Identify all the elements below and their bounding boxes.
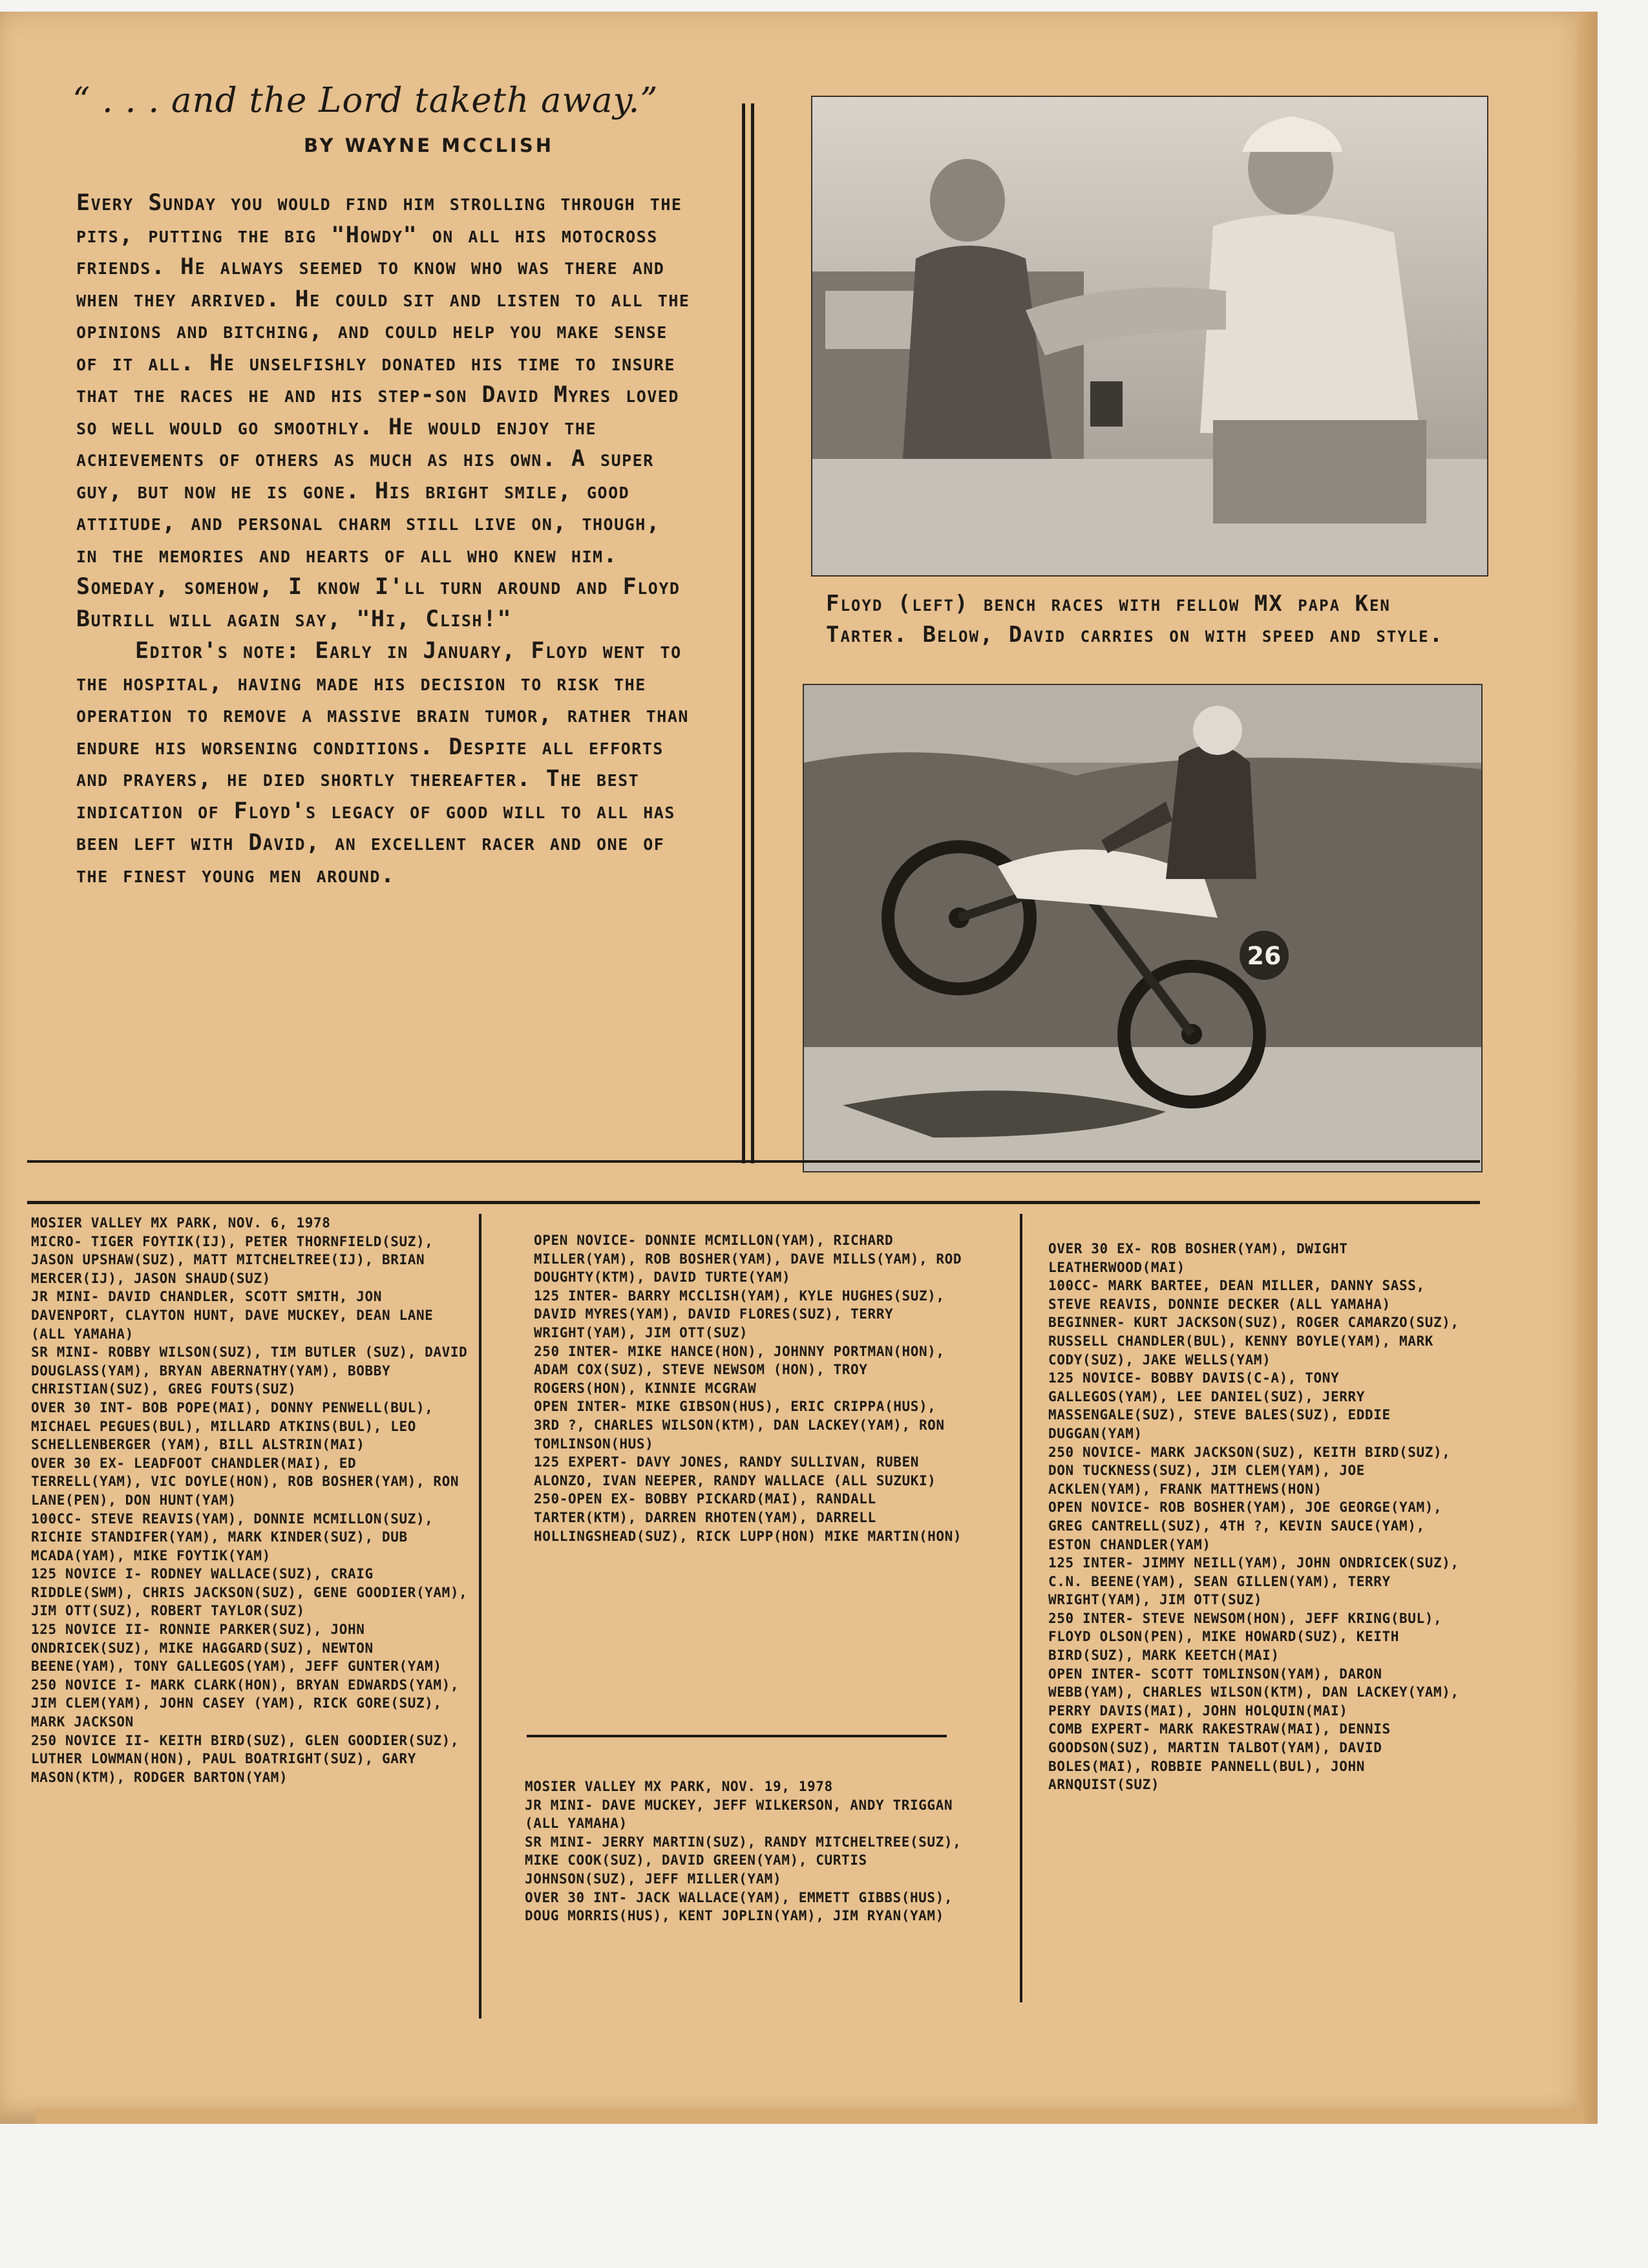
results-entry: OVER 30 EX- ROB BOSHER(YAM), DWIGHT LEATHERWOOD(MAI) — [1048, 1241, 1348, 1275]
results-entry: MOSIER VALLEY MX PARK, NOV. 6, 1978 — [31, 1215, 331, 1231]
article-paragraph-1: Every Sunday you would find him strolling through the pits, putting the big "Howdy" on all his motocross friends. He always seemed to know who was there and when they arrived. He could sit and listen to all the opinions and bitching, and could help you make sense of it all. He unselfishly donated his time to insure that the races he and his step-son David Myres loved so well would go smoothly. He would enjoy the achievements of others as much as his own. A super guy, but now he is gone. His bright smile, good attitude, and personal charm still live on, though, in the memories and hearts of all who knew him. Someday, somehow, I know I'll turn around and Floyd Butrill will again say, "Hi, Clish!" — [76, 190, 690, 632]
results-entry: 250 NOVICE- MARK JACKSON(SUZ), KEITH BIRD(SUZ), DON TUCKNESS(SUZ), JIM CLEM(YAM), JOE ACKLEN(YAM), FRANK MATTHEWS(HON) — [1048, 1444, 1451, 1497]
results-divider-2 — [1020, 1214, 1022, 2002]
results-entry: JR MINI- DAVE MUCKEY, JEFF WILKERSON, ANDY TRIGGAN (ALL YAMAHA) — [525, 1797, 953, 1832]
results-entry: OVER 30 INT- JACK WALLACE(YAM), EMMETT GIBBS(HUS), DOUG MORRIS(HUS), KENT JOPLIN(YAM), JIM RYAN(YAM) — [525, 1889, 953, 1924]
results-entry: OPEN NOVICE- ROB BOSHER(YAM), JOE GEORGE(YAM), GREG CANTRELL(SUZ), 4TH ?, KEVIN SAUCE(YAM), ESTON CHANDLER(YAM) — [1048, 1500, 1442, 1553]
results-entry: 100CC- MARK BARTEE, DEAN MILLER, DANNY SASS, STEVE REAVIS, DONNIE DECKER (ALL YAMAHA) — [1048, 1278, 1425, 1312]
results-entry: BEGINNER- KURT JACKSON(SUZ), ROGER CAMARZO(SUZ), RUSSELL CHANDLER(BUL), KENNY BOYLE(YAM), MARK CODY(SUZ), JAKE WELLS(YAM) — [1048, 1315, 1459, 1368]
bike-number-plate: 26 — [1247, 942, 1282, 970]
results-entry: 250 INTER- STEVE NEWSOM(HON), JEFF KRING(BUL), FLOYD OLSON(PEN), MIKE HOWARD(SUZ), KEITH BIRD(SUZ), MARK KEETCH(MAI) — [1048, 1610, 1442, 1664]
results-entry: OPEN INTER- MIKE GIBSON(HUS), ERIC CRIPPA(HUS), 3RD ?, CHARLES WILSON(KTM), DAN LACKEY(YAM), RON TOMLINSON(HUS) — [534, 1399, 945, 1452]
scanner-bed — [0, 2124, 1648, 2268]
photo-caption: Floyd (left) bench races with fellow MX papa Ken Tarter. Below, David carries on with speed and style. — [826, 591, 1444, 648]
results-entry: 100CC- STEVE REAVIS(YAM), DONNIE MCMILLON(SUZ), RICHIE STANDIFER(YAM), MARK KINDER(SUZ), DUB MCADA(YAM), MIKE FOYTIK(YAM) — [31, 1510, 434, 1563]
results-entry: OVER 30 EX- LEADFOOT CHANDLER(MAI), ED TERRELL(YAM), VIC DOYLE(HON), ROB BOSHER(YAM), RON LANE(PEN), DON HUNT(YAM) — [31, 1455, 460, 1508]
results-entry: COMB EXPERT- MARK RAKESTRAW(MAI), DENNIS GOODSON(SUZ), MARTIN TALBOT(YAM), DAVID BOLES(MAI), ROBBIE PANNELL(BUL), JOHN ARNQUIST(SUZ) — [1048, 1721, 1391, 1793]
results-column-2-second-meet — [525, 1777, 964, 1925]
page-edge — [1577, 12, 1598, 2124]
results-top-rule — [27, 1160, 1480, 1163]
article-body — [76, 187, 690, 891]
photo-motocross-jump — [803, 684, 1483, 1172]
results-entry: MOSIER VALLEY MX PARK, NOV. 19, 1978 — [525, 1779, 833, 1794]
column-rule-right — [751, 103, 754, 1163]
results-entry: OPEN NOVICE- DONNIE MCMILLON(YAM), RICHARD MILLER(YAM), ROB BOSHER(YAM), DAVE MILLS(YAM), ROD DOUGHTY(KTM), DAVID TURTE(YAM) — [534, 1233, 962, 1286]
results-column-3 — [1048, 1240, 1462, 1794]
results-section-rule — [527, 1735, 947, 1737]
results-entry: SR MINI- ROBBY WILSON(SUZ), TIM BUTLER (SUZ), DAVID DOUGLASS(YAM), BRYAN ABERNATHY(YAM), BOBBY CHRISTIAN(SUZ), GREG FOUTS(SUZ) — [31, 1344, 468, 1397]
results-entry: 250 NOVICE II- KEITH BIRD(SUZ), GLEN GOODIER(SUZ), LUTHER LOWMAN(HON), PAUL BOATRIGHT(SUZ), GARY MASON(KTM), RODGER BARTON(YAM) — [31, 1732, 460, 1785]
column-rule-left — [742, 103, 745, 1163]
photo-bench-racing — [811, 96, 1488, 577]
article-headline: “ . . . and the Lord taketh away.” — [72, 81, 659, 120]
results-entry: 250-OPEN EX- BOBBY PICKARD(MAI), RANDALL TARTER(KTM), DARREN RHOTEN(YAM), DARRELL HOLLINGSHEAD(SUZ), RICK LUPP(HON) MIKE MARTIN(HON) — [534, 1491, 962, 1544]
results-entry: 125 INTER- JIMMY NEILL(YAM), JOHN ONDRICEK(SUZ), C.N. BEENE(YAM), SEAN GILLEN(YAM), TERRY WRIGHT(YAM), JIM OTT(SUZ) — [1048, 1555, 1459, 1608]
results-column-1 — [31, 1214, 470, 1786]
results-entry: JR MINI- DAVID CHANDLER, SCOTT SMITH, JON DAVENPORT, CLAYTON HUNT, DAVE MUCKEY, DEAN LANE (ALL YAMAHA) — [31, 1289, 434, 1342]
results-entry: OVER 30 INT- BOB POPE(MAI), DONNY PENWELL(BUL), MICHAEL PEGUES(BUL), MILLARD ATKINS(BUL), LEO SCHELLENBERGER (YAM), BILL ALSTRIN(MAI) — [31, 1399, 434, 1453]
results-entry: 125 NOVICE- BOBBY DAVIS(C-A), TONY GALLEGOS(YAM), LEE DANIEL(SUZ), JERRY MASSENGALE(SUZ), STEVE BALES(SUZ), EDDIE DUGGAN(YAM) — [1048, 1370, 1391, 1441]
results-entry: OPEN INTER- SCOTT TOMLINSON(YAM), DARON WEBB(YAM), CHARLES WILSON(KTM), DAN LACKEY(YAM), PERRY DAVIS(MAI), JOHN HOLQUIN(MAI) — [1048, 1666, 1459, 1719]
results-entry: 250 NOVICE I- MARK CLARK(HON), BRYAN EDWARDS(YAM), JIM CLEM(YAM), JOHN CASEY (YAM), RICK GORE(SUZ), MARK JACKSON — [31, 1677, 460, 1730]
results-entry: 125 INTER- BARRY MCCLISH(YAM), KYLE HUGHES(SUZ), DAVID MYRES(YAM), DAVID FLORES(SUZ), TERRY WRIGHT(YAM), JIM OTT(SUZ) — [534, 1288, 945, 1341]
results-entry: SR MINI- JERRY MARTIN(SUZ), RANDY MITCHELTREE(SUZ), MIKE COOK(SUZ), DAVID GREEN(YAM), CURTIS JOHNSON(SUZ), JEFF MILLER(YAM) — [525, 1834, 962, 1887]
results-column-2 — [534, 1231, 967, 1545]
results-entry: MICRO- TIGER FOYTIK(IJ), PETER THORNFIELD(SUZ), JASON UPSHAW(SUZ), MATT MITCHELTREE(IJ), BRIAN MERCER(IJ), JASON SHAUD(SUZ) — [31, 1233, 434, 1286]
article-paragraph-2: Editor's note: Early in January, Floyd went to the hospital, having made his decision to risk the operation to remove a massive brain tumor, rather than endure his worsening conditions. Despite all efforts and prayers, he died shortly thereafter. The best indication of Floyd's legacy of good will to all has been left with David, an excellent racer and one of the finest young men around. — [76, 638, 689, 888]
article-byline: BY WAYNE MCCLISH — [304, 134, 554, 156]
results-entry: 125 NOVICE I- RODNEY WALLACE(SUZ), CRAIG RIDDLE(SWM), CHRIS JACKSON(SUZ), GENE GOODIER(YAM), JIM OTT(SUZ), ROBERT TAYLOR(SUZ) — [31, 1566, 468, 1619]
results-entry: 125 EXPERT- DAVY JONES, RANDY SULLIVAN, RUBEN ALONZO, IVAN NEEPER, RANDY WALLACE (ALL SUZUKI) — [534, 1454, 936, 1489]
results-entry: 250 INTER- MIKE HANCE(HON), JOHNNY PORTMAN(HON), ADAM COX(SUZ), STEVE NEWSOM (HON), TROY ROGERS(HON), KINNIE MCGRAW — [534, 1343, 945, 1396]
results-divider-1 — [479, 1214, 481, 2019]
results-top-rule-2 — [27, 1201, 1480, 1204]
results-entry: 125 NOVICE II- RONNIE PARKER(SUZ), JOHN ONDRICEK(SUZ), MIKE HAGGARD(SUZ), NEWTON BEENE(YAM), TONY GALLEGOS(YAM), JEFF GUNTER(YAM) — [31, 1622, 442, 1675]
